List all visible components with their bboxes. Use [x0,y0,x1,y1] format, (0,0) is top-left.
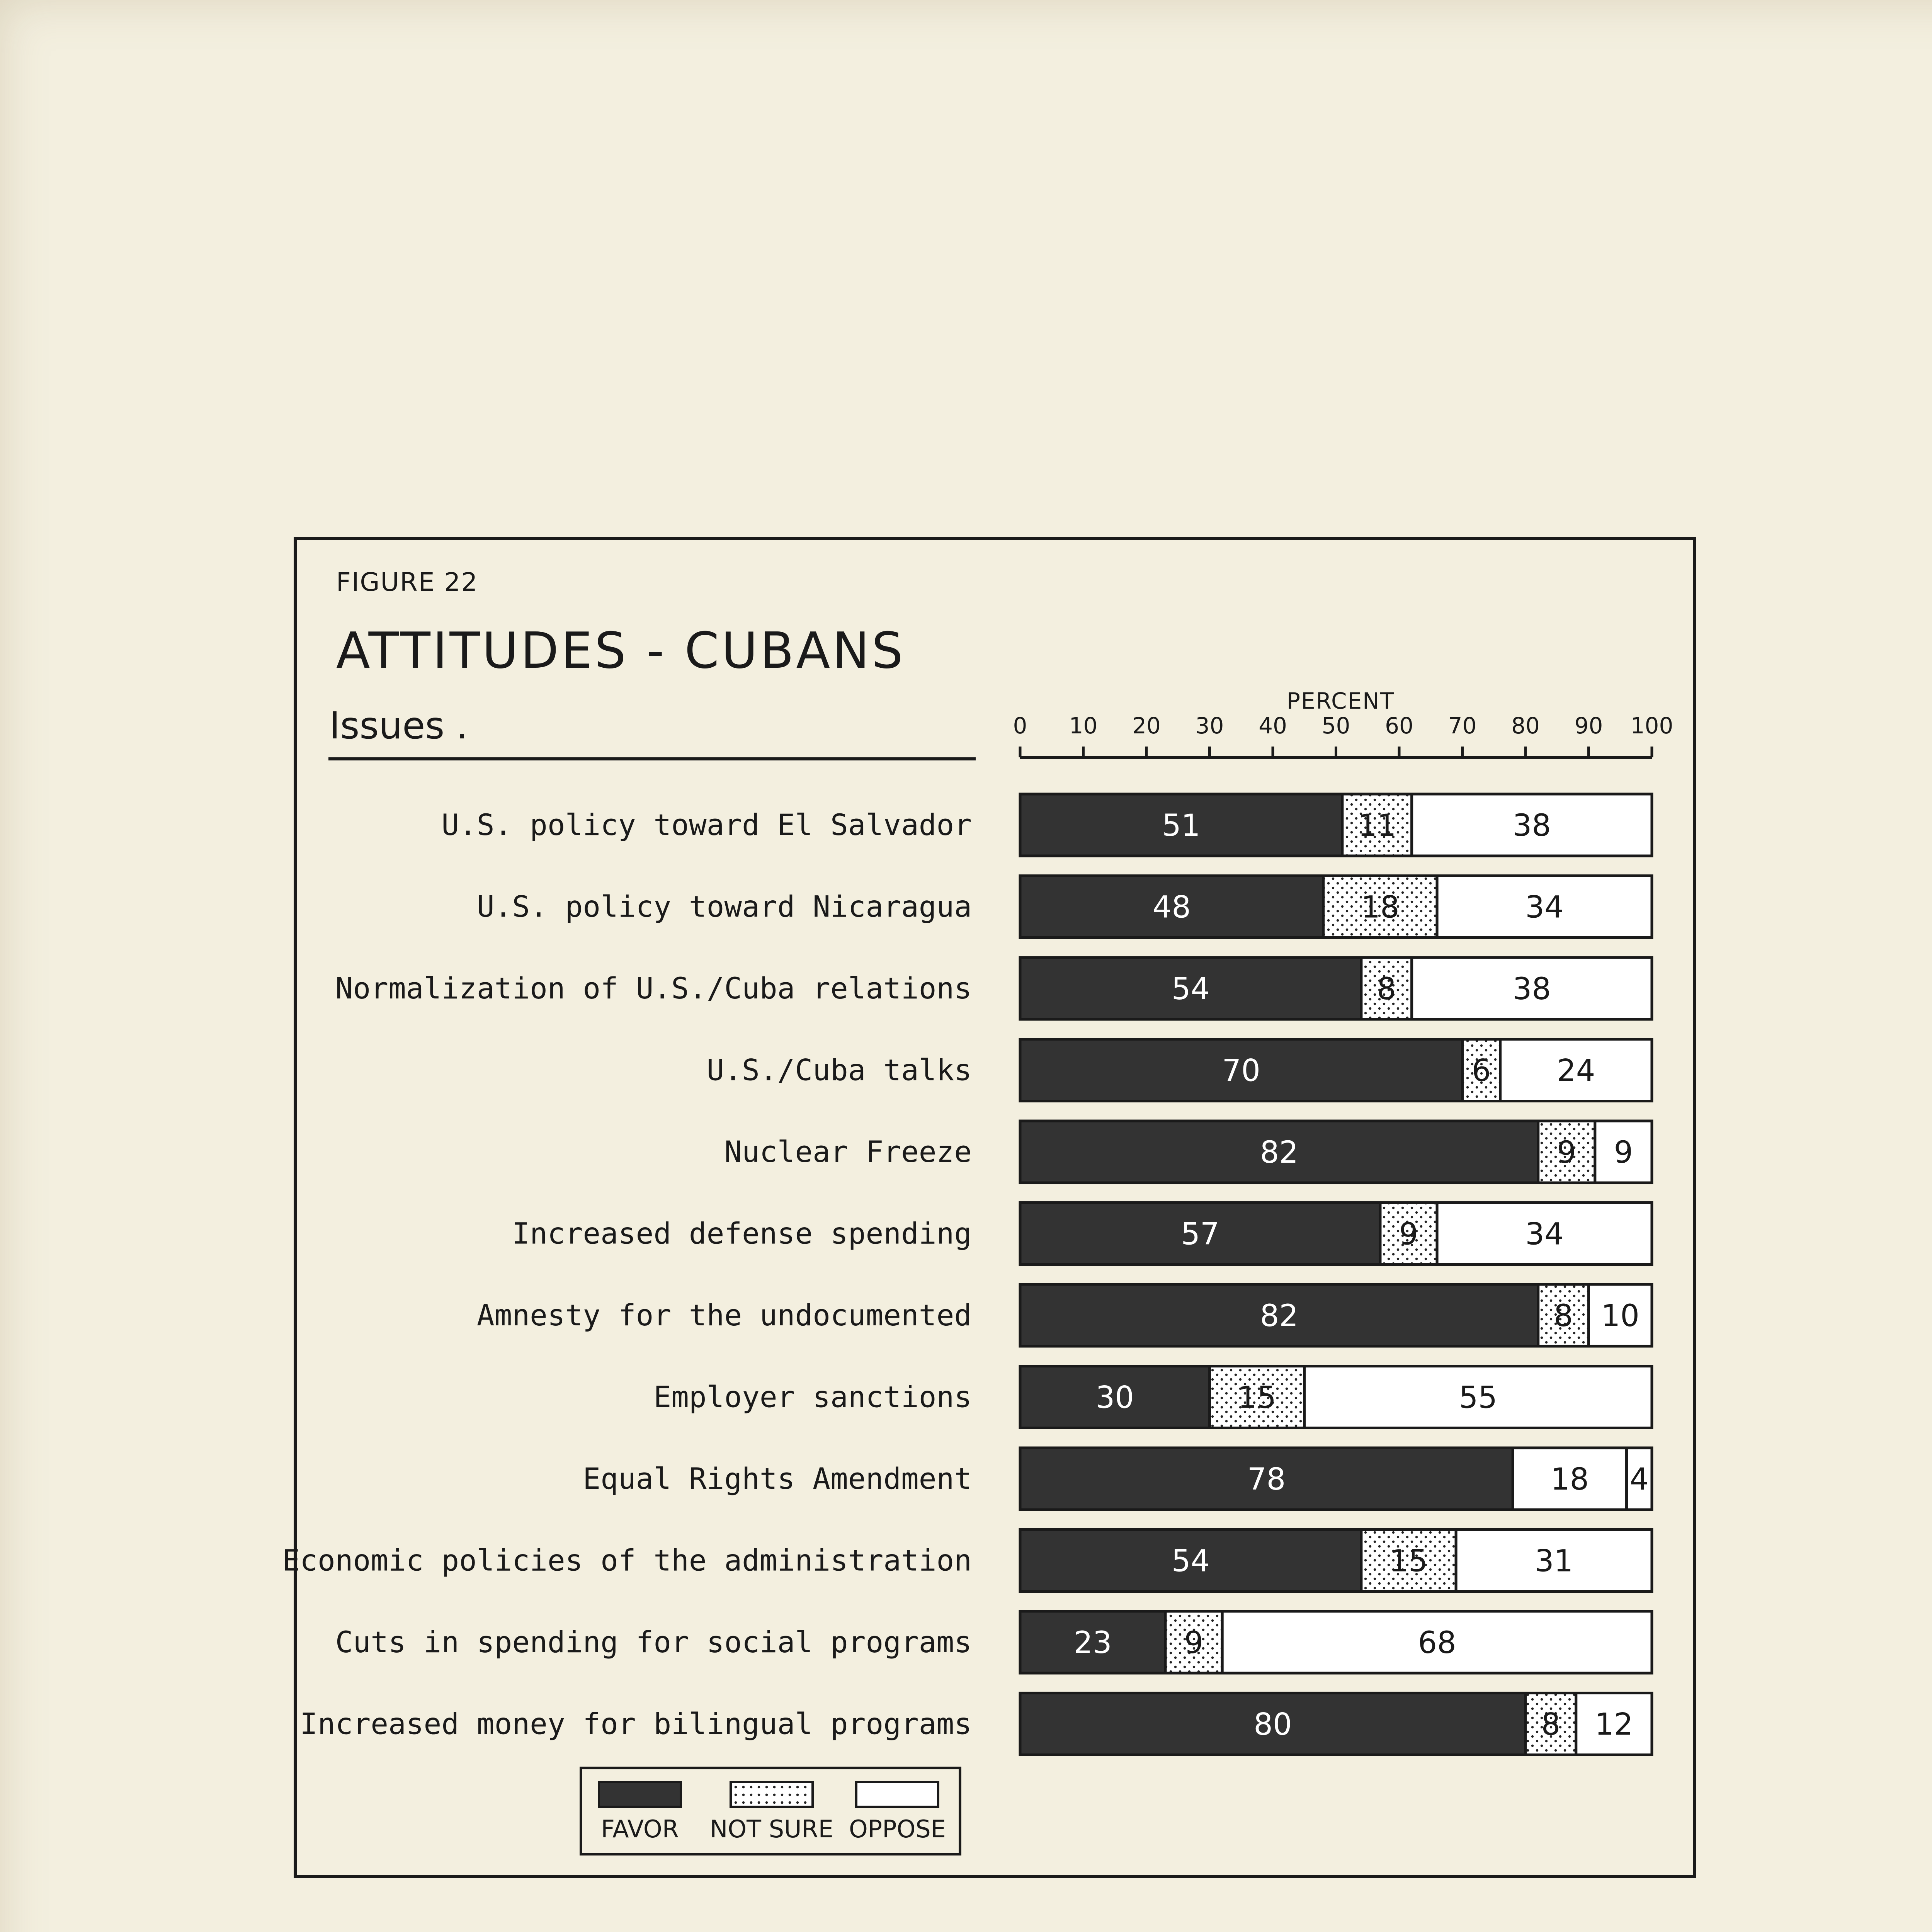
x-tick-label: 70 [1448,713,1477,739]
bar-favor-value: 48 [1152,890,1191,925]
bar-oppose-value: 34 [1525,890,1564,925]
x-tick-label: 90 [1574,713,1603,739]
bar-oppose-value: 18 [1550,1462,1589,1497]
x-tick-label: 60 [1385,713,1413,739]
legend-item-favor [598,1781,682,1843]
bar-favor-value: 82 [1260,1135,1298,1170]
bar-not-sure-value: 8 [1377,972,1396,1007]
bar-oppose-value: 9 [1614,1135,1633,1170]
figure-title: ATTITUDES - CUBANS [336,622,906,680]
bar-not-sure-value: 8 [1554,1299,1573,1333]
bar-not-sure-value: 8 [1541,1707,1561,1742]
bar-not-sure-value: 18 [1361,890,1400,925]
legend-label-favor: FAVOR [601,1815,679,1843]
bar-not-sure-value: 15 [1389,1544,1428,1579]
legend-label-oppose: OPPOSE [849,1815,946,1843]
bar-favor-value: 54 [1171,1544,1210,1579]
bar-not-sure-value: 11 [1358,808,1396,843]
category-label: Normalization of U.S./Cuba relations [335,971,972,1005]
category-label: U.S./Cuba talks [706,1053,972,1087]
legend-item-oppose [849,1781,946,1843]
category-label: Amnesty for the undocumented [476,1298,972,1332]
legend-swatch-favor [598,1781,682,1808]
x-tick-label: 40 [1259,713,1287,739]
x-tick-label: 30 [1195,713,1224,739]
bar-not-sure-value: 9 [1184,1626,1204,1660]
legend-swatch-not-sure [730,1781,814,1808]
bar-not-sure-value: 9 [1399,1217,1418,1252]
x-tick-label: 10 [1069,713,1098,739]
category-label: Economic policies of the administration [282,1543,972,1578]
bar-favor-value: 70 [1222,1053,1260,1088]
x-tick-label: 0 [1013,713,1027,739]
bar-oppose-value: 24 [1557,1053,1595,1088]
bar-oppose-value: 55 [1459,1380,1498,1415]
legend-item-not-sure [710,1781,833,1843]
bar-not-sure-value: 15 [1238,1380,1276,1415]
x-tick-label: 20 [1132,713,1161,739]
category-label: Nuclear Freeze [724,1134,972,1169]
category-label: Equal Rights Amendment [583,1461,972,1496]
bar-favor-value: 78 [1247,1462,1286,1497]
issues-axis-label: Issues . [329,704,468,747]
bar-favor-value: 57 [1181,1217,1219,1252]
x-tick-label: 100 [1630,713,1673,739]
category-label: Cuts in spending for social programs [335,1625,972,1659]
bar-oppose-value: 38 [1512,972,1551,1007]
bar-oppose-value: 10 [1601,1299,1639,1333]
bar-not-sure-value: 9 [1557,1135,1577,1170]
bar-not-sure-value: 6 [1471,1053,1491,1088]
bar-oppose-value: 68 [1418,1626,1456,1660]
bar-favor-value: 23 [1073,1626,1112,1660]
bar-oppose-value: 31 [1534,1544,1573,1579]
category-label: U.S. policy toward Nicaragua [476,889,972,924]
category-label: Increased money for bilingual programs [300,1706,972,1741]
category-label: Increased defense spending [512,1216,972,1251]
bar-favor-value: 30 [1095,1380,1134,1415]
category-label: U.S. policy toward El Salvador [441,808,972,842]
percent-axis-label: PERCENT [1287,688,1395,714]
bar-favor-value: 51 [1162,808,1201,843]
x-tick-label: 80 [1511,713,1540,739]
bar-favor-value: 54 [1171,972,1210,1007]
bar-oppose-value: 34 [1525,1217,1564,1252]
bar-oppose-value: 12 [1595,1707,1633,1742]
figure-label: FIGURE 22 [336,567,478,597]
bar-favor-value: 80 [1253,1707,1292,1742]
category-label: Employer sanctions [653,1379,972,1414]
legend [580,1767,961,1855]
bar-favor-value: 82 [1260,1299,1298,1333]
bar-extra-value: 4 [1629,1462,1649,1497]
legend-label-not-sure: NOT SURE [710,1815,833,1843]
x-tick-label: 50 [1321,713,1350,739]
legend-swatch-oppose [855,1781,939,1808]
bar-oppose-value: 38 [1512,808,1551,843]
